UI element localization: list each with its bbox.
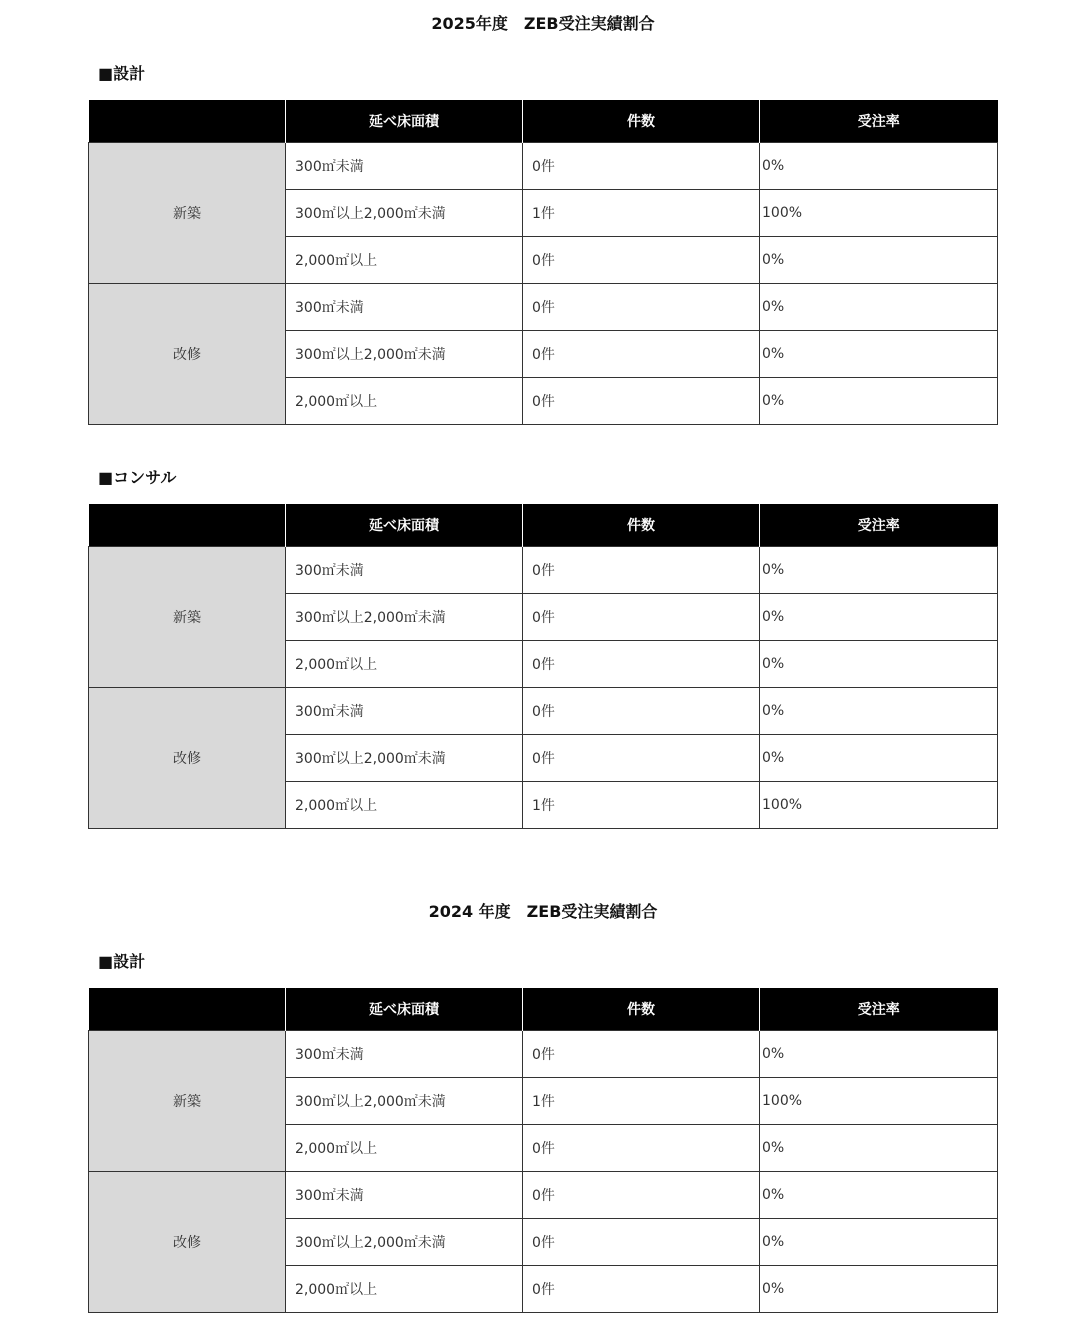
category-cell: 新築 — [89, 547, 286, 688]
count-cell: 1件 — [523, 1078, 760, 1125]
header-order-rate: 受注率 — [760, 100, 998, 143]
area-cell: 2,000㎡以上 — [286, 1125, 523, 1172]
header-count: 件数 — [523, 100, 760, 143]
table-header-row — [89, 988, 998, 1031]
header-floor-area: 延べ床面積 — [286, 100, 523, 143]
count-cell: 0件 — [523, 547, 760, 594]
table-header-row — [89, 504, 998, 547]
year-title-2024: 2024 年度 ZEB受注実績割合 — [428, 902, 658, 921]
header-count: 件数 — [523, 988, 760, 1031]
area-cell: 300㎡以上2,000㎡未満 — [286, 735, 523, 782]
area-cell: 2,000㎡以上 — [286, 378, 523, 425]
rate-cell: 0% — [760, 378, 998, 425]
area-cell: 300㎡以上2,000㎡未満 — [286, 190, 523, 237]
category-cell: 改修 — [89, 284, 286, 425]
table-row — [89, 1172, 998, 1219]
area-cell: 300㎡未満 — [286, 547, 523, 594]
rate-cell: 0% — [760, 284, 998, 331]
table-row — [89, 284, 998, 331]
header-order-rate: 受注率 — [760, 988, 998, 1031]
count-cell: 0件 — [523, 237, 760, 284]
area-cell: 300㎡未満 — [286, 688, 523, 735]
count-cell: 0件 — [523, 735, 760, 782]
count-cell: 0件 — [523, 688, 760, 735]
count-cell: 0件 — [523, 378, 760, 425]
area-cell: 300㎡以上2,000㎡未満 — [286, 1219, 523, 1266]
rate-cell: 0% — [760, 331, 998, 378]
count-cell: 0件 — [523, 284, 760, 331]
count-cell: 0件 — [523, 594, 760, 641]
count-cell: 1件 — [523, 190, 760, 237]
rate-cell: 0% — [760, 641, 998, 688]
category-cell: 新築 — [89, 143, 286, 284]
rate-cell: 100% — [760, 1078, 998, 1125]
area-cell: 300㎡未満 — [286, 143, 523, 190]
area-cell: 300㎡以上2,000㎡未満 — [286, 1078, 523, 1125]
header-blank — [89, 504, 286, 547]
category-cell: 改修 — [89, 1172, 286, 1313]
section-heading-design-2025: ■設計 — [98, 64, 146, 83]
rate-cell: 0% — [760, 547, 998, 594]
header-floor-area: 延べ床面積 — [286, 988, 523, 1031]
area-cell: 300㎡未満 — [286, 1172, 523, 1219]
table-consulting-2025 — [88, 504, 998, 829]
table-header-row — [89, 100, 998, 143]
rate-cell: 0% — [760, 1219, 998, 1266]
count-cell: 0件 — [523, 331, 760, 378]
table-row — [89, 547, 998, 594]
category-cell: 改修 — [89, 688, 286, 829]
section-heading-design-2024: ■設計 — [98, 952, 146, 971]
header-blank — [89, 100, 286, 143]
area-cell: 2,000㎡以上 — [286, 641, 523, 688]
header-order-rate: 受注率 — [760, 504, 998, 547]
rate-cell: 0% — [760, 1172, 998, 1219]
rate-cell: 0% — [760, 1031, 998, 1078]
count-cell: 0件 — [523, 1219, 760, 1266]
count-cell: 0件 — [523, 143, 760, 190]
area-cell: 2,000㎡以上 — [286, 782, 523, 829]
count-cell: 0件 — [523, 1125, 760, 1172]
area-cell: 300㎡未満 — [286, 1031, 523, 1078]
rate-cell: 0% — [760, 143, 998, 190]
count-cell: 0件 — [523, 641, 760, 688]
header-count: 件数 — [523, 504, 760, 547]
rate-cell: 0% — [760, 237, 998, 284]
rate-cell: 0% — [760, 1125, 998, 1172]
rate-cell: 0% — [760, 735, 998, 782]
section-heading-consulting-2025: ■コンサル — [98, 468, 177, 487]
table-row — [89, 688, 998, 735]
area-cell: 2,000㎡以上 — [286, 237, 523, 284]
table-design-2025 — [88, 100, 998, 425]
rate-cell: 100% — [760, 782, 998, 829]
rate-cell: 0% — [760, 1266, 998, 1313]
table-design-2024 — [88, 988, 998, 1313]
table-row — [89, 143, 998, 190]
area-cell: 2,000㎡以上 — [286, 1266, 523, 1313]
area-cell: 300㎡以上2,000㎡未満 — [286, 594, 523, 641]
count-cell: 0件 — [523, 1031, 760, 1078]
count-cell: 1件 — [523, 782, 760, 829]
table-row — [89, 1031, 998, 1078]
area-cell: 300㎡未満 — [286, 284, 523, 331]
count-cell: 0件 — [523, 1266, 760, 1313]
area-cell: 300㎡以上2,000㎡未満 — [286, 331, 523, 378]
rate-cell: 100% — [760, 190, 998, 237]
rate-cell: 0% — [760, 594, 998, 641]
header-blank — [89, 988, 286, 1031]
category-cell: 新築 — [89, 1031, 286, 1172]
header-floor-area: 延べ床面積 — [286, 504, 523, 547]
count-cell: 0件 — [523, 1172, 760, 1219]
rate-cell: 0% — [760, 688, 998, 735]
year-title-2025: 2025年度 ZEB受注実績割合 — [431, 14, 655, 33]
